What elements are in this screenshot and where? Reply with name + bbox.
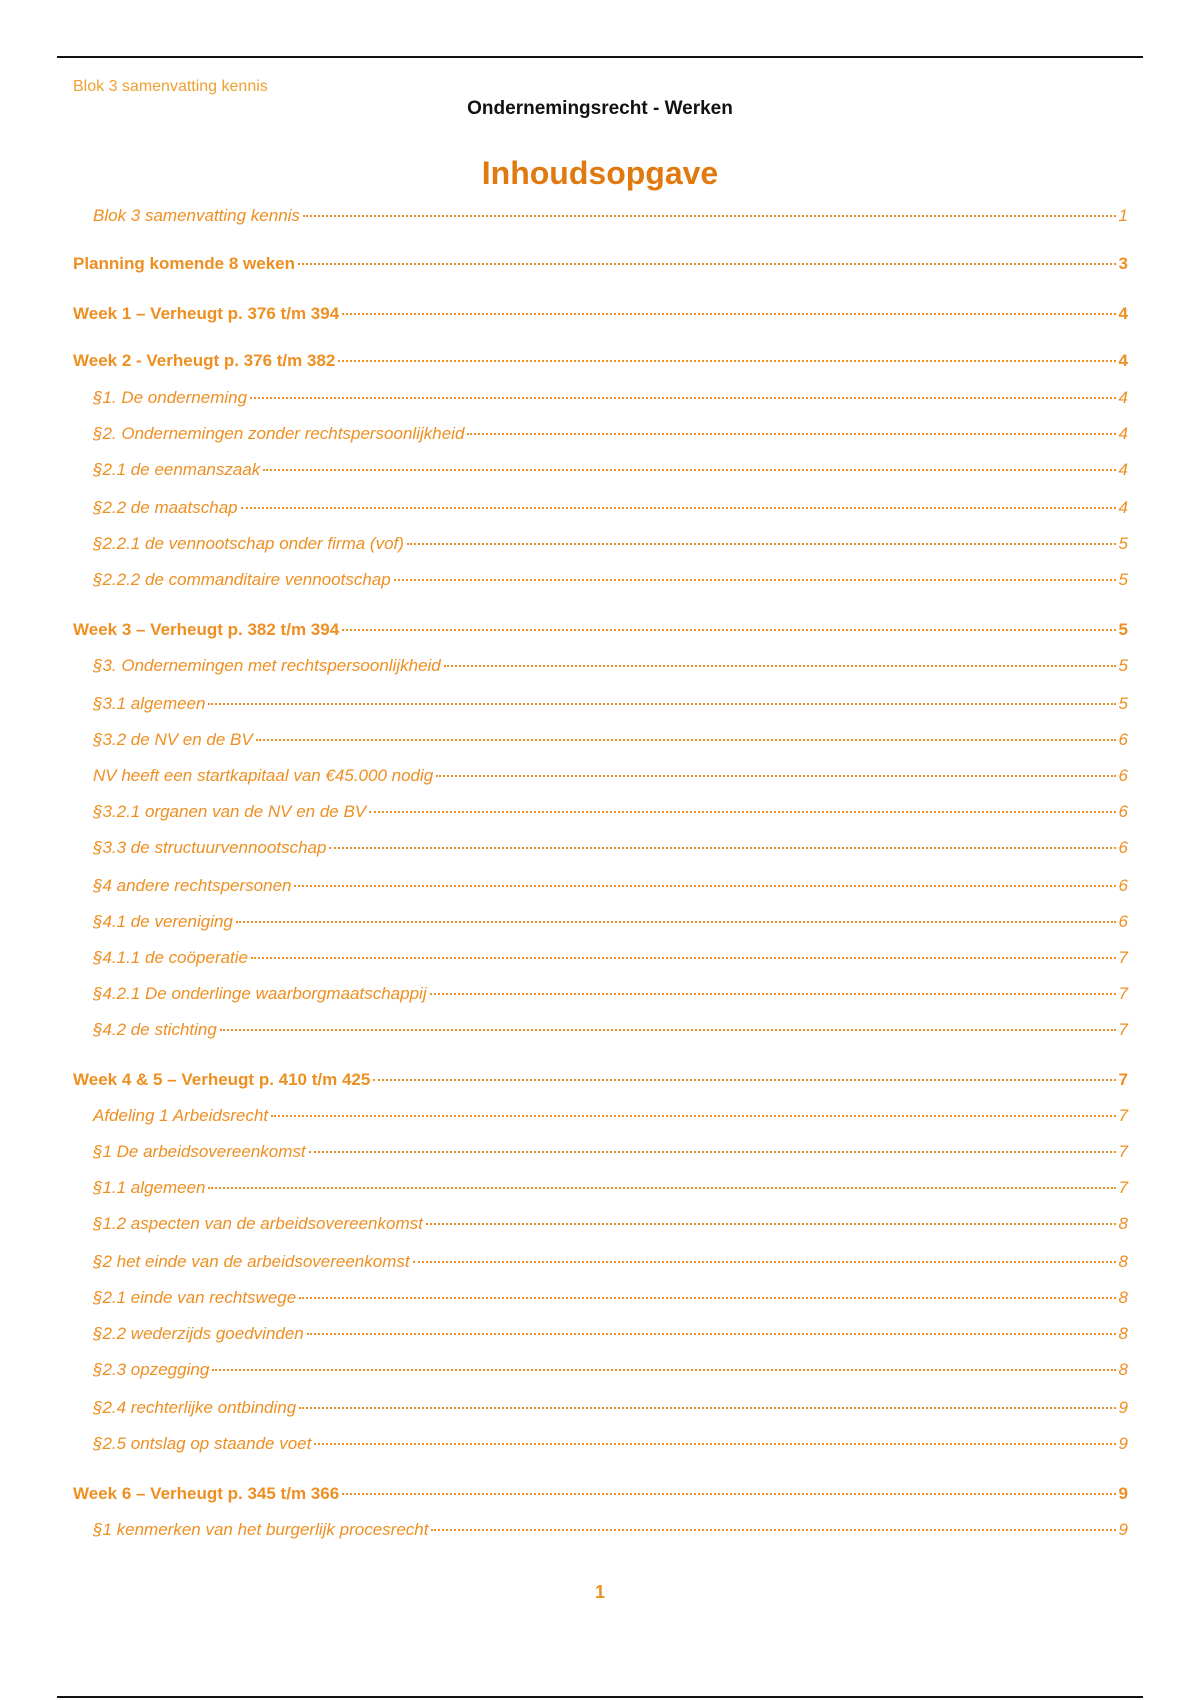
toc-entry[interactable] (93, 656, 1128, 676)
toc-dot-leader (241, 507, 1116, 509)
toc-entry-page: 6 (1118, 912, 1128, 931)
toc-entry[interactable] (93, 460, 1128, 480)
toc-entry-label: §2. Ondernemingen zonder rechtspersoonlijkheid (93, 424, 465, 443)
toc-entry-label: §3. Ondernemingen met rechtspersoonlijkheid (93, 656, 441, 675)
toc-entry-page: 8 (1118, 1324, 1128, 1343)
toc-entry[interactable] (93, 1288, 1128, 1308)
toc-entry[interactable] (73, 1484, 1128, 1504)
toc-dot-leader (342, 1493, 1115, 1495)
toc-entry[interactable] (93, 1252, 1128, 1272)
toc-entry-page: 4 (1118, 460, 1128, 479)
toc-dot-leader (444, 665, 1116, 667)
toc-entry-label: §1 kenmerken van het burgerlijk procesrecht (93, 1520, 429, 1539)
toc-entry[interactable] (93, 984, 1128, 1004)
toc-entry-label: §2 het einde van de arbeidsovereenkomst (93, 1252, 410, 1271)
page-number: 1 (594, 1582, 605, 1602)
toc-entry-label: §1. De onderneming (93, 388, 248, 407)
toc-dot-leader (369, 811, 1115, 813)
toc-entry-page: 9 (1118, 1484, 1128, 1503)
toc-entry-page: 7 (1118, 1142, 1128, 1161)
toc-entry-label: §1.1 algemeen (93, 1178, 206, 1197)
toc-entry[interactable] (93, 534, 1128, 554)
toc-entry[interactable] (93, 1214, 1128, 1234)
toc-entry-label: NV heeft een startkapitaal van €45.000 nodig (93, 766, 434, 785)
toc-dot-leader (303, 215, 1116, 217)
toc-entry-page: 5 (1118, 620, 1128, 639)
toc-entry-label: §3.2 de NV en de BV (93, 730, 253, 749)
toc-dot-leader (407, 543, 1116, 545)
toc-entry[interactable] (93, 1178, 1128, 1198)
toc-entry-page: 4 (1118, 498, 1128, 517)
toc-entry-page: 4 (1118, 304, 1128, 323)
toc-entry[interactable] (93, 498, 1128, 518)
toc-entry-label: §3.2.1 organen van de NV en de BV (93, 802, 367, 821)
toc-entry[interactable] (73, 254, 1128, 274)
toc-entry-page: 7 (1118, 1178, 1128, 1197)
toc-dot-leader (342, 313, 1115, 315)
toc-entry-page: 4 (1118, 388, 1128, 407)
toc-dot-leader (373, 1079, 1115, 1081)
toc-dot-leader (294, 885, 1115, 887)
toc-entry-page: 7 (1118, 1070, 1128, 1089)
toc-dot-leader (250, 397, 1115, 399)
toc-entry-page: 9 (1118, 1434, 1128, 1453)
toc-entry[interactable] (93, 1020, 1128, 1040)
toc-dot-leader (256, 739, 1116, 741)
toc-entry-label: §4.1.1 de coöperatie (93, 948, 249, 967)
toc-entry[interactable] (93, 1434, 1128, 1454)
toc-entry[interactable] (93, 876, 1128, 896)
toc-entry-label: Week 3 – Verheugt p. 382 t/m 394 (73, 620, 340, 639)
toc-entry[interactable] (93, 694, 1128, 714)
toc-dot-leader (220, 1029, 1116, 1031)
toc-entry[interactable] (73, 351, 1128, 371)
toc-entry-page: 5 (1118, 656, 1128, 675)
toc-entry-page: 8 (1118, 1360, 1128, 1379)
toc-heading: Inhoudsopgave (481, 155, 719, 191)
toc-entry-label: §4 andere rechtspersonen (93, 876, 292, 895)
toc-dot-leader (329, 847, 1115, 849)
toc-entry[interactable] (73, 304, 1128, 324)
toc-entry-label: §4.2.1 De onderlinge waarborgmaatschappij (93, 984, 427, 1003)
toc-entry-label: Blok 3 samenvatting kennis (93, 206, 300, 225)
toc-entry[interactable] (93, 206, 1128, 226)
toc-dot-leader (208, 703, 1115, 705)
toc-dot-leader (298, 263, 1116, 265)
toc-dot-leader (309, 1151, 1116, 1153)
toc-entry[interactable] (73, 620, 1128, 640)
toc-entry-page: 6 (1118, 838, 1128, 857)
toc-dot-leader (299, 1407, 1115, 1409)
toc-entry-label: Week 1 – Verheugt p. 376 t/m 394 (73, 304, 340, 323)
toc-entry-page: 7 (1118, 1106, 1128, 1125)
toc-dot-leader (394, 579, 1116, 581)
toc-entry-label: §2.2.1 de vennootschap onder firma (vof) (93, 534, 404, 553)
toc-entry-label: §1.2 aspecten van de arbeidsovereenkomst (93, 1214, 423, 1233)
toc-entry-page: 6 (1118, 802, 1128, 821)
toc-entry-page: 3 (1118, 254, 1128, 273)
toc-dot-leader (236, 921, 1116, 923)
toc-entry[interactable] (93, 838, 1128, 858)
toc-entry-label: §2.3 opzegging (93, 1360, 210, 1379)
toc-entry-page: 8 (1118, 1252, 1128, 1271)
toc-entry-label: §2.5 ontslag op staande voet (93, 1434, 312, 1453)
toc-dot-leader (426, 1223, 1116, 1225)
toc-entry-page: 6 (1118, 730, 1128, 749)
toc-entry-page: 4 (1118, 351, 1128, 370)
toc-entry-page: 6 (1118, 876, 1128, 895)
toc-entry[interactable] (93, 388, 1128, 408)
toc-dot-leader (251, 957, 1116, 959)
toc-entry-page: 8 (1118, 1288, 1128, 1307)
toc-entry-label: Week 4 & 5 – Verheugt p. 410 t/m 425 (73, 1070, 371, 1089)
toc-entry[interactable] (93, 802, 1128, 822)
toc-dot-leader (342, 629, 1115, 631)
bottom-rule (57, 1696, 1143, 1698)
toc-entry-label: Week 6 – Verheugt p. 345 t/m 366 (73, 1484, 340, 1503)
toc-entry[interactable] (93, 1106, 1128, 1126)
toc-entry[interactable] (93, 424, 1128, 444)
toc-entry-label: §2.2 de maatschap (93, 498, 238, 517)
toc-entry-label: §2.1 de eenmanszaak (93, 460, 261, 479)
toc-entry-label: §3.1 algemeen (93, 694, 206, 713)
toc-dot-leader (271, 1115, 1115, 1117)
toc-entry-label: Afdeling 1 Arbeidsrecht (93, 1106, 269, 1125)
toc-entry[interactable] (73, 1070, 1128, 1090)
toc-entry-page: 5 (1118, 694, 1128, 713)
toc-entry[interactable] (93, 1520, 1128, 1540)
toc-entry-page: 1 (1118, 206, 1128, 225)
toc-entry-page: 7 (1118, 984, 1128, 1003)
toc-entry[interactable] (93, 1398, 1128, 1418)
toc-dot-leader (263, 469, 1115, 471)
toc-entry-label: Planning komende 8 weken (73, 254, 296, 273)
toc-entry-page: 4 (1118, 424, 1128, 443)
toc-entry-label: §2.4 rechterlijke ontbinding (93, 1398, 297, 1417)
toc-entry-label: §4.1 de vereniging (93, 912, 233, 931)
toc-entry[interactable] (93, 1360, 1128, 1380)
toc-dot-leader (338, 360, 1115, 362)
toc-entry-page: 5 (1118, 570, 1128, 589)
toc-entry-label: §1 De arbeidsovereenkomst (93, 1142, 306, 1161)
toc-entry-page: 7 (1118, 1020, 1128, 1039)
toc-entry[interactable] (93, 570, 1128, 590)
toc-dot-leader (467, 433, 1115, 435)
toc-entry-label: Week 2 - Verheugt p. 376 t/m 382 (73, 351, 336, 370)
toc-dot-leader (208, 1187, 1115, 1189)
toc-entry-label: §2.2.2 de commanditaire vennootschap (93, 570, 391, 589)
toc-entry[interactable] (93, 730, 1128, 750)
toc-entry-page: 5 (1118, 534, 1128, 553)
toc-dot-leader (436, 775, 1115, 777)
toc-entry[interactable] (93, 948, 1128, 968)
toc-entry-label: §2.1 einde van rechtswege (93, 1288, 297, 1307)
running-header: Blok 3 samenvatting kennis (73, 78, 268, 95)
toc-dot-leader (430, 993, 1116, 995)
toc-entry[interactable] (93, 912, 1128, 932)
toc-dot-leader (413, 1261, 1116, 1263)
toc-entry-page: 9 (1118, 1398, 1128, 1417)
toc-entry-page: 9 (1118, 1520, 1128, 1539)
toc-entry[interactable] (93, 766, 1128, 786)
toc-entry-page: 7 (1118, 948, 1128, 967)
toc-entry[interactable] (93, 1324, 1128, 1344)
toc-dot-leader (307, 1333, 1116, 1335)
document-title: Ondernemingsrecht - Werken (467, 98, 733, 119)
toc-dot-leader (299, 1297, 1115, 1299)
toc-entry-page: 8 (1118, 1214, 1128, 1233)
toc-entry-page: 6 (1118, 766, 1128, 785)
toc-dot-leader (212, 1369, 1115, 1371)
toc-entry-label: §4.2 de stichting (93, 1020, 217, 1039)
toc-dot-leader (314, 1443, 1115, 1445)
toc-entry-label: §2.2 wederzijds goedvinden (93, 1324, 304, 1343)
toc-dot-leader (431, 1529, 1115, 1531)
toc-entry[interactable] (93, 1142, 1128, 1162)
toc-entry-label: §3.3 de structuurvennootschap (93, 838, 327, 857)
